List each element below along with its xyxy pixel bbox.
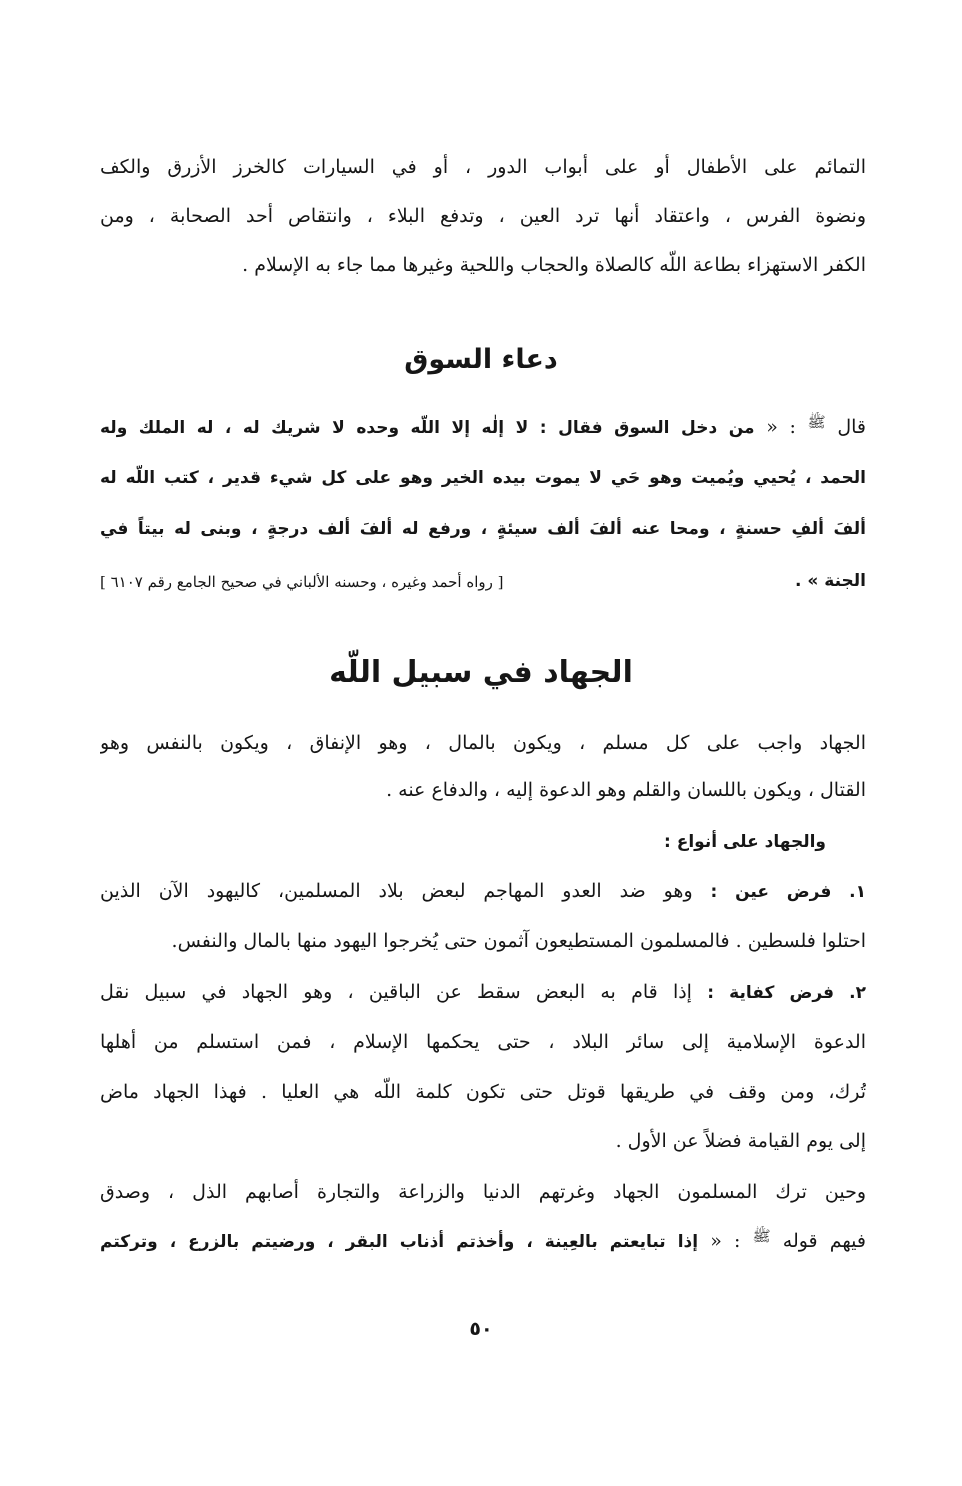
jihad-p3-line-1: وحين ترك المسلمون الجهاد وغرتهم الدنيا والزراعة والتجارة أصابهم الذل ، وصدق — [100, 1181, 866, 1203]
type2-line-3: تُرك، ومن وقف في طريقها قوتل حتى تكون كلمة اللّه هي العليا . فهذا الجهاد ماض — [100, 1081, 866, 1103]
types-heading-text: والجهاد على أنواع : — [664, 832, 826, 852]
jihad-types-heading — [100, 826, 826, 858]
market-hadith-line-4 — [100, 565, 866, 597]
hadith-text-bold-2: إذا تبايعتم بالعِينة ، وأخذتم أذناب البقر ، ورضيتم بالزرع ، وتركتم — [100, 1232, 699, 1252]
type2-label: ٢. فرض كفاية : — [707, 983, 866, 1003]
section-title-jihad: الجهاد في سبيل اللّه — [329, 655, 633, 690]
type2-line-4: إلى يوم القيامة فضلاً عن الأول . — [615, 1130, 866, 1152]
intro-line-2: ونضوة الفرس ، واعتقاد أنها ترد العين ، وتدفع البلاء ، وانتقاص أحد الصحابة ، ومن — [100, 205, 866, 227]
said-word: قال — [837, 416, 866, 438]
type1-text: وهو ضد العدو المهاجم لبعض بلاد المسلمين، كاليهود الآن الذين — [100, 880, 711, 902]
salawat-symbol: ﷺ — [807, 413, 826, 431]
type1-line-1 — [100, 876, 866, 908]
intro-line-1: التمائم على الأطفال أو على أبواب الدور ، أو في السيارات كالخرز الأزرق والكف — [100, 156, 866, 178]
jihad-p3-line-2 — [100, 1226, 866, 1258]
type1-label: ١. فرض عين : — [710, 882, 866, 902]
intro-line-3: الكفر الاستهزاء بطاعة اللّه كالصلاة والحجاب واللحية وغيرها مما جاء به الإسلام . — [242, 254, 866, 276]
type2-text: إذا قام به البعض سقط عن الباقين ، وهو الجهاد في سبيل نقل — [100, 981, 708, 1003]
salawat-symbol-2: ﷺ — [752, 1227, 771, 1245]
market-hadith-line-1 — [100, 412, 866, 444]
market-hadith-line-3: ألفَ ألفِ حسنةٍ ، ومحا عنه ألفَ ألف سيئةٍ ، ورفع له ألفَ ألف درجةٍ ، وبنى له بيتاً في — [100, 519, 866, 539]
colon-quote: : « — [754, 416, 808, 438]
hadith-reference: [ رواه أحمد وغيره ، وحسنه الألباني في صحيح الجامع رقم ٦١٠٧ ] — [100, 573, 504, 591]
hadith-text-bold: من دخل السوق فقال : لا إلٰه إلا اللّه وحده لا شريك له ، له الملك وله — [100, 418, 755, 438]
type2-line-1 — [100, 977, 866, 1009]
type1-line-2: احتلوا فلسطين . فالمسلمون المستطيعون آثمون حتى يُخرجوا اليهود منها بالمال والنفس. — [171, 930, 866, 952]
his-saying: فيهم قوله — [782, 1230, 866, 1252]
jihad-p1-line-2: القتال ، ويكون باللسان والقلم وهو الدعوة إليه ، والدفاع عنه . — [386, 779, 866, 801]
colon-quote-2: : « — [698, 1230, 753, 1252]
type2-line-2: الدعوة الإسلامية إلى سائر البلاد ، حتى يحكمها الإسلام ، فمن استسلم من أهلها — [100, 1031, 866, 1053]
market-hadith-line-2: الحمد ، يُحيي ويُميت وهو حَي لا يموت بيده الخير وهو على كل شيء قدير ، كتب اللّه له — [100, 468, 866, 488]
page-number: ٥٠ — [469, 1318, 493, 1340]
section-title-market-dua: دعاء السوق — [404, 344, 558, 375]
jihad-p1-line-1: الجهاد واجب على كل مسلم ، ويكون بالمال ، وهو الإنفاق ، ويكون بالنفس وهو — [100, 732, 866, 754]
hadith-end-bold: الجنة » . — [795, 571, 866, 591]
